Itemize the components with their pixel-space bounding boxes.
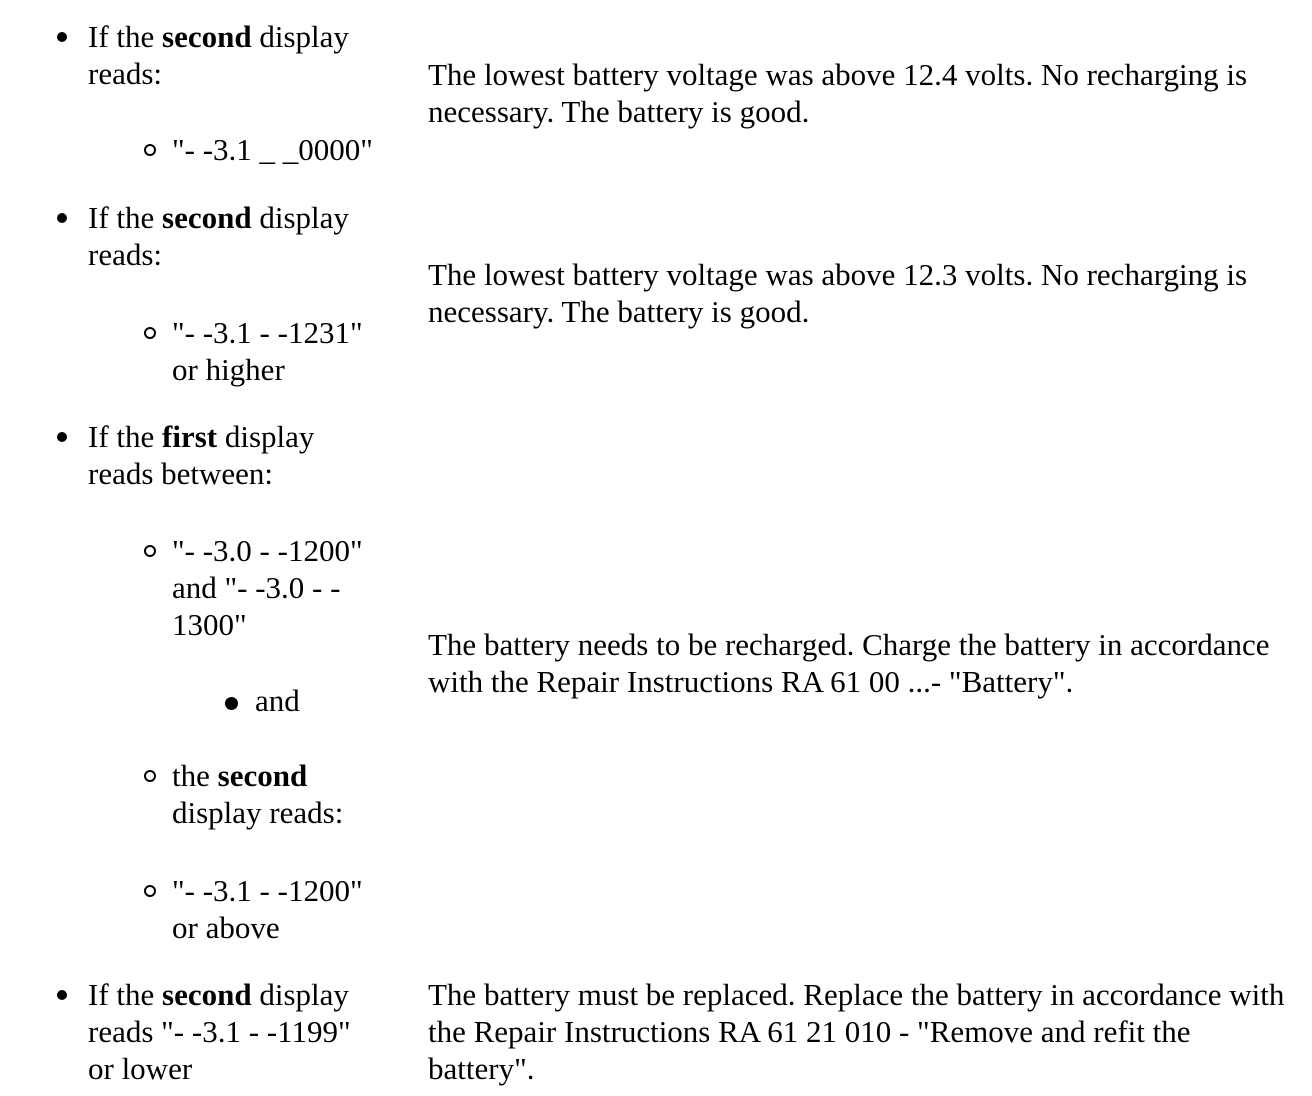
condition-emphasis: second [162,19,252,54]
condition-item-4 [0,976,378,1087]
condition-prefix: If the [88,200,155,235]
condition-list-4 [0,976,378,1087]
condition-prefix: If the [88,19,155,54]
result-4: The battery must be replaced. Replace the battery in accordance with the Repair Instructions RA 61 21 010 - "Remove and refit the battery". [428,977,1285,1086]
condition-emphasis: second [162,977,252,1012]
condition-list-1 [0,18,378,92]
result-1: The lowest battery voltage was above 12.4 volts. No recharging is necessary. The battery is good. [428,57,1248,129]
condition-suffix: display reads: [88,200,349,272]
sub-item [172,314,392,388]
condition-item-2 [0,199,378,273]
condition-list-2 [0,199,378,273]
sub-item [172,757,392,831]
condition-emphasis: second [162,200,252,235]
sub-item [172,131,392,168]
result-2: The lowest battery voltage was above 12.3 volts. No recharging is necessary. The battery is good. [428,257,1248,329]
reading-value: "- -3.1 - -1231" or higher [172,315,363,387]
second-prefix: the [172,758,210,793]
condition-suffix: display reads "- -3.1 - -1199" or lower [88,977,351,1086]
result-3: The battery needs to be recharged. Charge the battery in accordance with the Repair Instructions RA 61 00 ...- "Battery". [428,627,1270,699]
condition-item-3 [0,418,378,492]
reading-value: "- -3.1 _ _0000" [172,132,373,167]
sub-item [172,532,392,643]
condition-suffix: display reads between: [88,419,315,491]
conjunction: and [255,683,300,718]
condition-prefix: If the [88,419,155,454]
condition-list-3 [0,418,378,492]
condition-prefix: If the [88,977,155,1012]
sub-item [172,872,392,946]
condition-suffix: display reads: [88,19,349,91]
sub-sub-item [255,682,300,719]
condition-emphasis: first [162,419,218,454]
reading-value: "- -3.0 - -1200" and "- -3.0 - - 1300" [172,533,363,642]
reading-value: "- -3.1 - -1200" or above [172,873,363,945]
condition-item-1 [0,18,378,92]
second-emphasis: second [217,758,308,793]
second-suffix: display reads: [172,795,344,830]
